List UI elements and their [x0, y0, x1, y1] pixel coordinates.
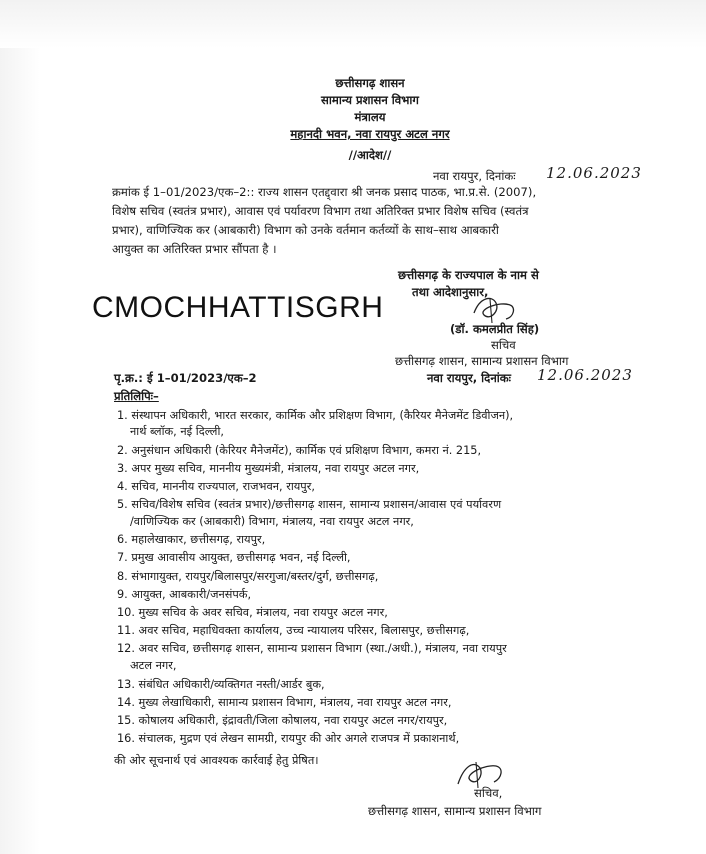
copy-item-2: 2. अनुसंधान अधिकारी (केरियर मैनेजमेंट), कार्मिक एवं प्रशिक्षण विभाग, कमरा नं. 215,: [117, 444, 482, 457]
copy-item-12-cont: अटल नगर,: [130, 659, 177, 672]
endorsement-date-label: नवा रायपुर, दिनांकः: [427, 371, 511, 385]
watermark-text: CMOCHHATTISGRH: [92, 291, 384, 324]
header-department: सामान्य प्रशासन विभाग: [321, 93, 419, 107]
order-body-line: विशेष सचिव (स्वतंत्र प्रभार), आवास एवं पर्यावरण विभाग तथा अतिरिक्त प्रभार विशेष सचिव (स्वतंत्र: [112, 204, 529, 218]
header-government: छत्तीसगढ़ शासन: [335, 76, 405, 90]
order-body-line: आयुक्त का अतिरिक्त प्रभार सौंपता है ।: [112, 242, 277, 256]
footer-department: छत्तीसगढ़ शासन, सामान्य प्रशासन विभाग: [368, 804, 542, 818]
copy-item-4: 4. सचिव, माननीय राज्यपाल, राजभवन, रायपुर,: [117, 480, 315, 493]
copy-item-8: 8. संभागायुक्त, रायपुर/बिलासपुर/सरगुजा/बस्तर/दुर्ग, छत्तीसगढ़,: [117, 570, 379, 583]
copy-item-12: 12. अवर सचिव, छत्तीसगढ़ शासन, सामान्य प्रशासन विभाग (स्था./अधी.), मंत्रालय, नवा रायपुर: [117, 642, 507, 655]
copy-item-1: 1. संस्थापन अधिकारी, भारत सरकार, कार्मिक और प्रशिक्षण विभाग, (कैरियर मैनेजमेंट डिवीजन),: [117, 409, 514, 422]
copy-item-14: 14. मुख्य लेखाधिकारी, सामान्य प्रशासन विभाग, मंत्रालय, नवा रायपुर अटल नगर,: [117, 696, 452, 709]
authority-line-2: तथा आदेशानुसार,: [412, 285, 489, 299]
signatory-department: छत्तीसगढ़ शासन, सामान्य प्रशासन विभाग: [395, 354, 569, 368]
scan-shadow-top: [0, 0, 706, 48]
signatory-designation: सचिव: [491, 338, 516, 352]
copy-item-10: 10. मुख्य सचिव के अवर सचिव, मंत्रालय, नवा रायपुर अटल नगर,: [117, 606, 388, 619]
order-body: [112, 183, 622, 259]
copy-item-13: 13. संबंधित अधिकारी/व्यक्तिगत नस्ती/आर्डर बुक,: [117, 678, 325, 691]
header-ministry: मंत्रालय: [354, 110, 386, 124]
signatory-name: (डॉ. कमलप्रीत सिंह): [450, 322, 540, 336]
order-body-line: प्रभार), वाणिज्यिक कर (आबकारी) विभाग को उनके वर्तमान कर्तव्यों के साथ–साथ आबकारी: [112, 223, 499, 237]
order-title: //आदेश//: [348, 148, 392, 162]
order-date-value: 12.06.2023: [546, 164, 642, 182]
copy-item-5-cont: /वाणिज्यिक कर (आबकारी) विभाग, मंत्रालय, नवा रायपुर अटल नगर,: [130, 515, 414, 528]
closing-line: की ओर सूचनार्थ एवं आवश्यक कार्रवाई हेतु प्रेषित।: [114, 754, 319, 767]
order-body-line: क्रमांक ई 1–01/2023/एक–2:: राज्य शासन एतद्द्वारा श्री जनक प्रसाद पाठक, भा.प्र.से. (2007),: [112, 185, 537, 199]
authority-line-1: छत्तीसगढ़ के राज्यपाल के नाम से: [398, 268, 539, 282]
copy-item-7: 7. प्रमुख आवासीय आयुक्त, छत्तीसगढ़ भवन, नई दिल्ली,: [117, 551, 351, 564]
endorsement-ref: पृ.क्र.: ई 1–01/2023/एक–2: [114, 371, 257, 385]
footer-designation: सचिव,: [474, 786, 503, 800]
copy-item-15: 15. कोषालय अधिकारी, इंद्रावती/जिला कोषालय, नवा रायपुर अटल नगर/रायपुर,: [117, 714, 448, 727]
copy-item-9: 9. आयुक्त, आबकारी/जनसंपर्क,: [117, 588, 252, 601]
copy-heading: प्रतिलिपिः–: [114, 389, 159, 403]
scan-shadow-left: [0, 0, 40, 854]
order-date-label: नवा रायपुर, दिनांकः: [433, 169, 516, 183]
header-address: महानदी भवन, नवा रायपुर अटल नगर: [290, 127, 450, 141]
copy-item-3: 3. अपर मुख्य सचिव, माननीय मुख्यमंत्री, मंत्रालय, नवा रायपुर अटल नगर,: [117, 462, 420, 475]
copy-item-6: 6. महालेखाकार, छत्तीसगढ़, रायपुर,: [117, 533, 266, 546]
copy-item-16: 16. संचालक, मुद्रण एवं लेखन सामग्री, रायपुर की ओर अगले राजपत्र में प्रकाशनार्थ,: [117, 732, 460, 745]
copy-item-5: 5. सचिव/विशेष सचिव (स्वतंत्र प्रभार)/छत्तीसगढ़ शासन, सामान्य प्रशासन/आवास एवं पर्यावरण: [117, 498, 502, 511]
endorsement-date-value: 12.06.2023: [537, 366, 633, 384]
copy-item-11: 11. अवर सचिव, महाधिवक्ता कार्यालय, उच्च न्यायालय परिसर, बिलासपुर, छत्तीसगढ़,: [117, 624, 470, 637]
copy-item-1-cont: नार्थ ब्लॉक, नई दिल्ली,: [130, 425, 224, 438]
